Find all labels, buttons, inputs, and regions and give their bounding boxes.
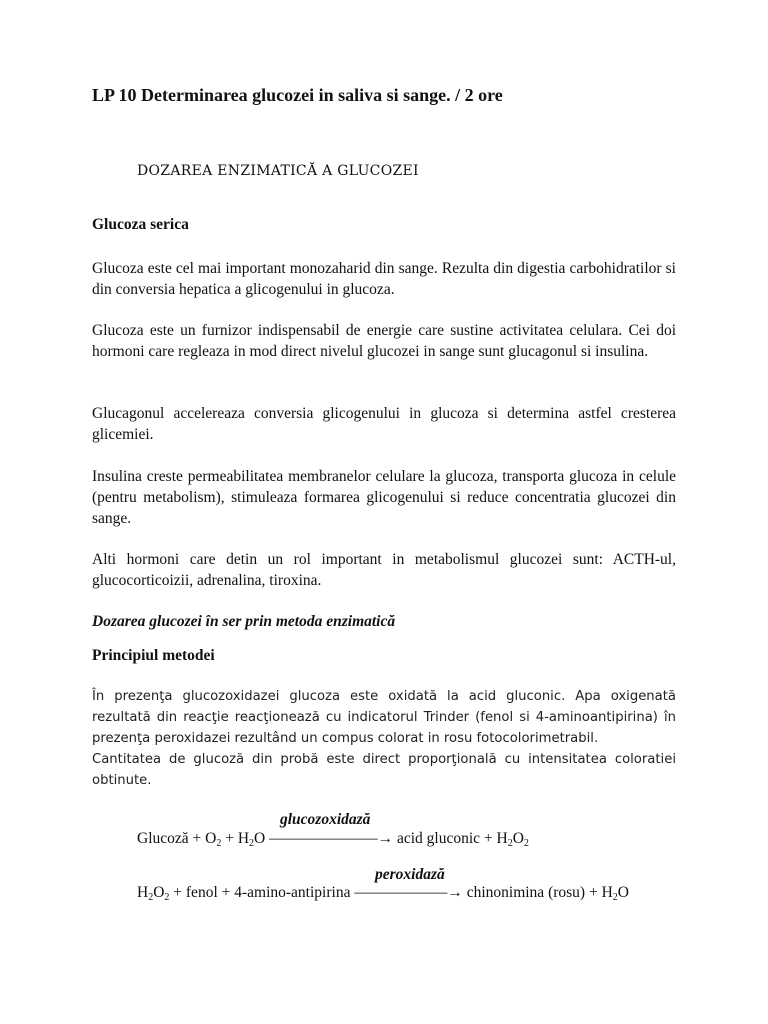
paragraph-3: Glucagonul accelereaza conversia glicogenului in glucoza si determina astfel cresterea glicemiei. [92, 405, 676, 443]
reaction-2-enzyme-label: peroxidază [375, 866, 445, 883]
reaction-1-arrow: ———————→ [269, 830, 394, 847]
paragraph-2: Glucoza este un furnizor indispensabil de energie care sustine activitatea celulara. Cei doi hormoni care regleaza in mod direct nivelul glucozei in sange sunt glucagonul si insulina. [92, 322, 676, 360]
paragraph-7: Cantitatea de glucoză din probă este direct proporţională cu intensitatea coloratiei obtinute. [92, 752, 676, 788]
subheading-dozarea: Dozarea glucozei în ser prin metoda enzimatică [92, 613, 396, 630]
reaction-2-arrow: ——————→ [354, 884, 463, 901]
reaction-2-equation: $H_2O_2$ + fenol + 4-amino-antipirina ——————→ chinonimina (rosu) + $H_2O$ [137, 884, 629, 903]
subheading-principiul: Principiul metodei [92, 647, 215, 664]
paragraph-4: Insulina creste permeabilitatea membranelor celulare la glucoza, transporta glucoza in celule (pentru metabolism), stimuleaza formarea glicogenului si reduce concentratia glucozei din sange. [92, 468, 676, 527]
reaction-1-enzyme-label: glucozoxidază [280, 811, 371, 828]
reaction-1-equation: Glucoză + $O_2 + H_2O$ ———————→ acid gluconic + $H_2O_2$ [137, 830, 529, 849]
paragraph-5: Alti hormoni care detin un rol important in metabolismul glucozei sunt: ACTH-ul, glucocorticoizii, adrenalina, tiroxina. [92, 551, 676, 589]
paragraph-1: Glucoza este cel mai important monozaharid din sange. Rezulta din digestia carbohidratilor si din conversia hepatica a glicogenului in glucoza. [92, 260, 676, 298]
section-heading: DOZAREA ENZIMATICĂ A GLUCOZEI [137, 163, 419, 179]
subheading-glucoza-serica: Glucoza serica [92, 216, 189, 233]
document-title: LP 10 Determinarea glucozei in saliva si sange. / 2 ore [92, 85, 503, 105]
paragraph-6: În prezenţa glucozoxidazei glucoza este oxidată la acid gluconic. Apa oxigenată rezultată din reacţie reacţionează cu indicatorul Trinder (fenol si 4-aminoantipirina) în prezenţa peroxidazei rezultând un compus colorat in rosu fotocolorimetrabil. [92, 689, 676, 746]
